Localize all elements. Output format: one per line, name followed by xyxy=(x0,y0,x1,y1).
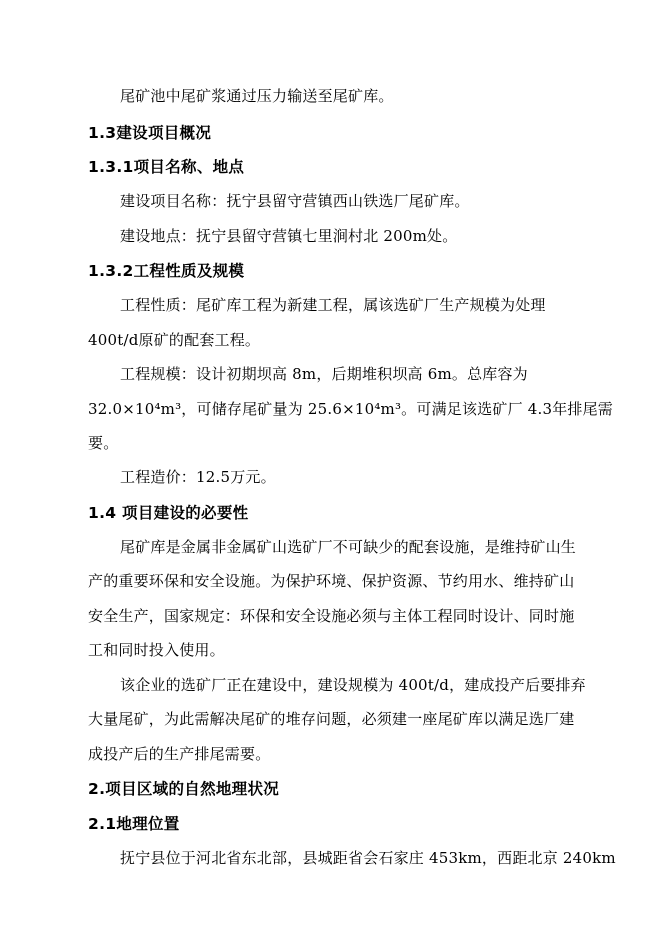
paragraph-line: 400t/d原矿的配套工程。 xyxy=(88,331,261,349)
paragraph-line: 产的重要环保和安全设施。为保护环境、保护资源、节约用水、维持矿山 xyxy=(88,572,575,590)
section-heading-1-3-1: 1.3.1项目名称、地点 xyxy=(88,158,245,176)
section-heading-1-4: 1.4 项目建设的必要性 xyxy=(88,504,249,522)
paragraph-line: 抚宁县位于河北省东北部，县城距省会石家庄 453km，西距北京 240km xyxy=(120,849,616,867)
paragraph-line: 建设地点：抚宁县留守营镇七里涧村北 200m处。 xyxy=(120,227,458,245)
paragraph-line: 安全生产，国家规定：环保和安全设施必须与主体工程同时设计、同时施 xyxy=(88,607,575,625)
paragraph-line: 32.0×10⁴m³，可储存尾矿量为 25.6×10⁴m³。可满足该选矿厂 4.3年排尾需 xyxy=(88,400,614,418)
paragraph-line: 尾矿库是金属非金属矿山选矿厂不可缺少的配套设施，是维持矿山生 xyxy=(120,538,577,556)
paragraph-line: 建设项目名称：抚宁县留守营镇西山铁选厂尾矿库。 xyxy=(120,192,470,210)
section-heading-2: 2.项目区域的自然地理状况 xyxy=(88,780,280,798)
paragraph-line: 工程造价：12.5万元。 xyxy=(120,468,276,486)
section-heading-1-3-2: 1.3.2工程性质及规模 xyxy=(88,262,245,280)
section-heading-2-1: 2.1地理位置 xyxy=(88,815,180,833)
paragraph-line: 工程规模：设计初期坝高 8m，后期堆积坝高 6m。总库容为 xyxy=(120,365,528,383)
paragraph-line: 要。 xyxy=(88,434,119,452)
paragraph-line: 工和同时投入使用。 xyxy=(88,641,225,659)
paragraph-line: 工程性质：尾矿库工程为新建工程，属该选矿厂生产规模为处理 xyxy=(120,296,546,314)
paragraph-line: 该企业的选矿厂正在建设中，建设规模为 400t/d，建成投产后要排弃 xyxy=(120,676,586,694)
paragraph-line: 尾矿池中尾矿浆通过压力输送至尾矿库。 xyxy=(120,87,394,105)
paragraph-line: 成投产后的生产排尾需要。 xyxy=(88,745,271,763)
section-heading-1-3: 1.3建设项目概况 xyxy=(88,124,212,142)
paragraph-line: 大量尾矿，为此需解决尾矿的堆存问题，必须建一座尾矿库以满足选厂建 xyxy=(88,710,575,728)
